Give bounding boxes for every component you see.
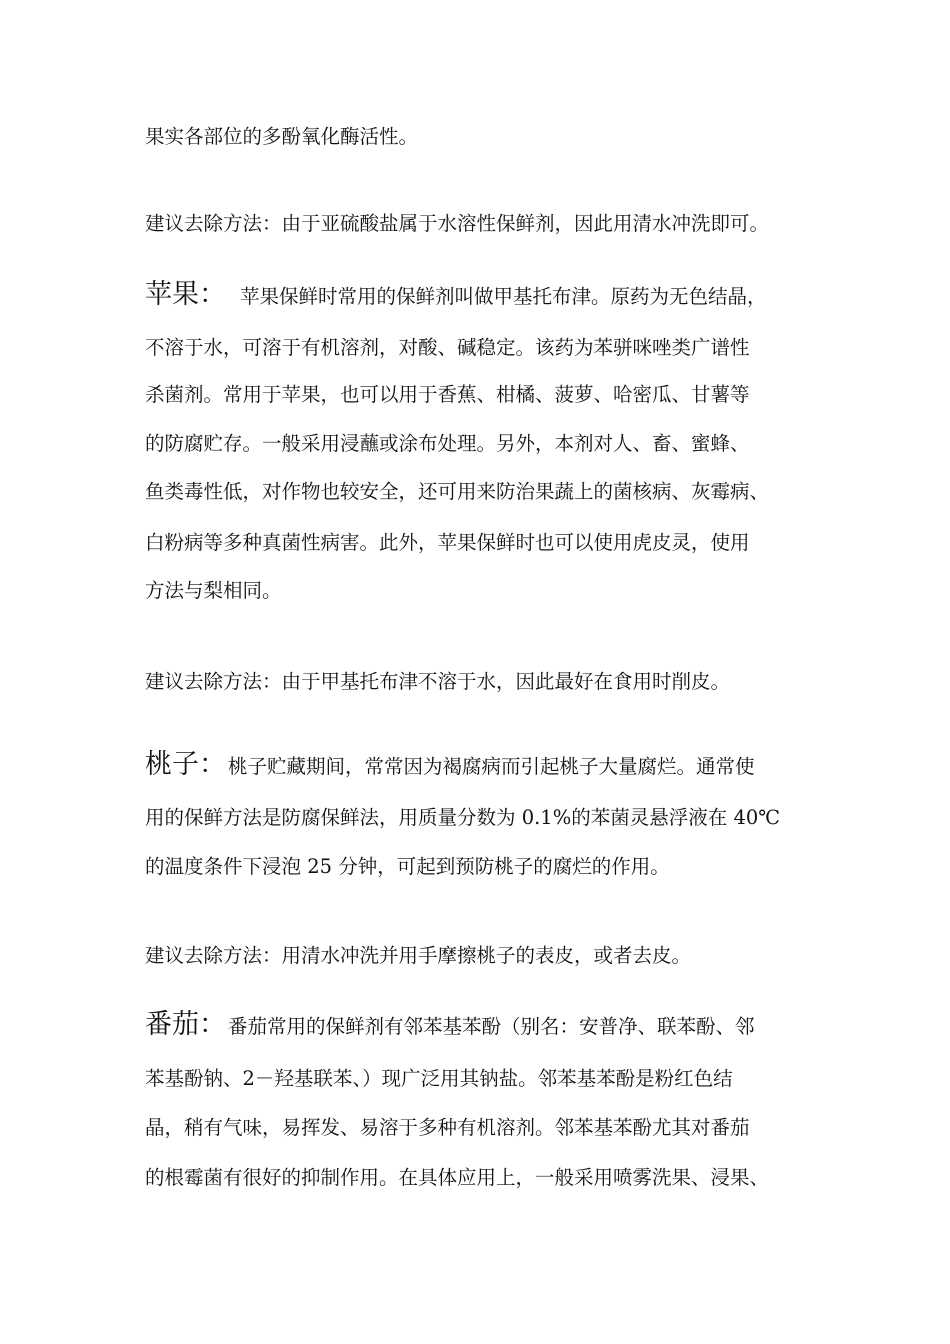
text-line: 不溶于水，可溶于有机溶剂，对酸、碱稳定。该药为苯骈咪唑类广谱性 xyxy=(145,336,750,359)
text-line: 白粉病等多种真菌性病害。此外，苹果保鲜时也可以使用虎皮灵，使用 xyxy=(145,531,750,554)
section-apple xyxy=(145,279,767,310)
text-line: 果实各部位的多酚氧化酶活性。 xyxy=(145,125,419,148)
text-line: 晶，稍有气味，易挥发、易溶于多种有机溶剂。邻苯基苯酚尤其对番茄 xyxy=(145,1116,750,1139)
section-peach xyxy=(145,749,755,780)
text-line: 杀菌剂。常用于苹果，也可以用于香蕉、柑橘、菠萝、哈密瓜、甘薯等 xyxy=(145,383,750,406)
text-line: 的根霉菌有很好的抑制作用。在具体应用上，一般采用喷雾洗果、浸果、 xyxy=(145,1166,770,1189)
section-heading: 番茄： xyxy=(145,1009,226,1040)
text-line: 苯基酚钠、2－羟基联苯、）现广泛用其钠盐。邻苯基苯酚是粉红色结 xyxy=(145,1067,733,1090)
section-heading: 桃子： xyxy=(145,749,226,780)
section-lead-text: 桃子贮藏期间，常常因为褐腐病而引起桃子大量腐烂。通常使 xyxy=(228,755,755,778)
section-tomato xyxy=(145,1009,755,1040)
text-line: 鱼类毒性低，对作物也较安全，还可用来防治果蔬上的菌核病、灰霉病、 xyxy=(145,480,770,503)
text-line: 建议去除方法：由于甲基托布津不溶于水，因此最好在食用时削皮。 xyxy=(145,670,731,693)
text-line: 建议去除方法：用清水冲洗并用手摩擦桃子的表皮，或者去皮。 xyxy=(145,944,692,967)
section-lead-text: 苹果保鲜时常用的保鲜剂叫做甲基托布津。原药为无色结晶， xyxy=(240,285,767,308)
text-line: 建议去除方法：由于亚硫酸盐属于水溶性保鲜剂，因此用清水冲洗即可。 xyxy=(145,212,770,235)
text-line: 方法与梨相同。 xyxy=(145,579,282,602)
section-heading: 苹果： xyxy=(145,279,226,310)
text-line: 的温度条件下浸泡 25 分钟，可起到预防桃子的腐烂的作用。 xyxy=(145,855,670,878)
section-lead-text: 番茄常用的保鲜剂有邻苯基苯酚（别名：安普净、联苯酚、邻 xyxy=(228,1015,755,1038)
text-line: 的防腐贮存。一般采用浸蘸或涂布处理。另外，本剂对人、畜、蜜蜂、 xyxy=(145,432,750,455)
text-line: 用的保鲜方法是防腐保鲜法，用质量分数为 0.1%的苯菌灵悬浮液在 40℃ xyxy=(145,806,781,829)
